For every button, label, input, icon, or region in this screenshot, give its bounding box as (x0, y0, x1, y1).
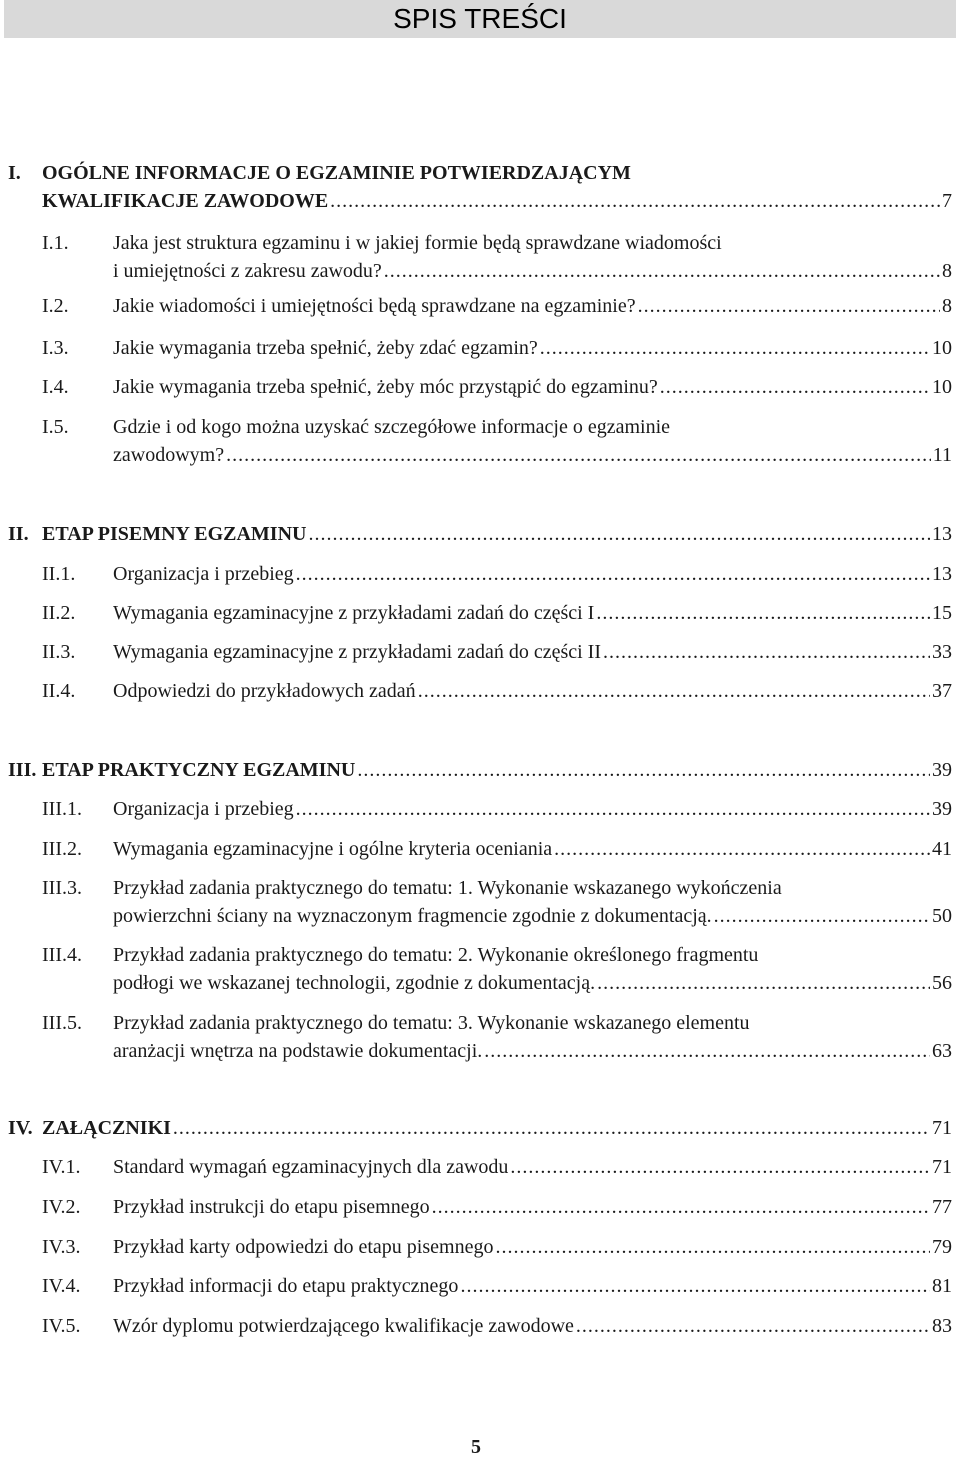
toc-page-number: 15 (932, 602, 952, 624)
toc-item-title: Przykład instrukcji do etapu pisemnego (113, 1196, 430, 1218)
toc-page-number: 10 (932, 376, 952, 398)
dot-leader (173, 1114, 930, 1142)
toc-section-title: ETAP PRAKTYCZNY EGZAMINU (42, 759, 356, 781)
toc-item-title: Organizacja i przebieg (113, 563, 294, 585)
toc-page-number: 71 (932, 1156, 952, 1178)
toc-page-number: 39 (932, 759, 952, 781)
dot-leader (638, 292, 940, 320)
toc-page-number: 50 (932, 905, 952, 927)
dot-leader (597, 969, 930, 997)
dot-leader (418, 677, 930, 705)
toc-item-number: II.1. (42, 563, 76, 585)
toc-page-number: 71 (932, 1117, 952, 1139)
toc-item-number: II.2. (42, 602, 76, 624)
toc-item-number: I.3. (42, 337, 69, 359)
toc-item-title: Odpowiedzi do przykładowych zadań (113, 680, 416, 702)
toc-item-number: IV.1. (42, 1156, 81, 1178)
toc-item-number: I.1. (42, 232, 69, 254)
toc-item-title: Przykład karty odpowiedzi do etapu pisemnego (113, 1236, 494, 1258)
dot-leader (357, 756, 930, 784)
dot-leader (510, 1153, 930, 1181)
toc-item-title: Gdzie i od kogo można uzyskać szczegółowe informacje o egzaminie (113, 416, 671, 438)
toc-item-title: podłogi we wskazanej technologii, zgodnie z dokumentacją. (113, 972, 596, 994)
toc-item-number: I.5. (42, 416, 69, 438)
toc-page-number: 8 (942, 295, 952, 317)
toc-item-number: III.4. (42, 944, 82, 966)
dot-leader (484, 1037, 930, 1065)
toc-item-title: Jaka jest struktura egzaminu i w jakiej formie będą sprawdzane wiadomości (113, 232, 722, 254)
toc-item-title: Przykład informacji do etapu praktycznego (113, 1275, 459, 1297)
toc-item-number: III.2. (42, 838, 82, 860)
dot-leader (308, 520, 930, 548)
dot-leader (296, 560, 930, 588)
dot-leader (495, 1233, 930, 1261)
dot-leader (330, 187, 940, 215)
toc-item-number: I.4. (42, 376, 69, 398)
dot-leader (540, 334, 930, 362)
toc-section-number: III. (8, 759, 37, 781)
toc-item-title: Jakie wymagania trzeba spełnić, żeby móc przystąpić do egzaminu? (113, 376, 658, 398)
dot-leader (296, 795, 930, 823)
toc-item-number: II.4. (42, 680, 76, 702)
toc-item-title: aranżacji wnętrza na podstawie dokumentacji. (113, 1040, 483, 1062)
toc-section-number: I. (8, 162, 21, 184)
toc-page-number: 13 (932, 563, 952, 585)
toc-item-title: Jakie wiadomości i umiejętności będą sprawdzane na egzaminie? (113, 295, 636, 317)
toc-page-number: 56 (932, 972, 952, 994)
dot-leader (226, 441, 931, 469)
page-title: SPIS TREŚCI (393, 3, 567, 34)
toc-section-title: KWALIFIKACJE ZAWODOWE (42, 190, 329, 212)
toc-section-number: IV. (8, 1117, 33, 1139)
dot-leader (554, 835, 930, 863)
toc-page-number: 39 (932, 798, 952, 820)
toc-item-title: Przykład zadania praktycznego do tematu: 1. Wykonanie wskazanego wykończenia (113, 877, 782, 899)
toc-item-title: Przykład zadania praktycznego do tematu: 3. Wykonanie wskazanego elementu (113, 1012, 750, 1034)
dot-leader (596, 599, 930, 627)
toc-item-title: Przykład zadania praktycznego do tematu: 2. Wykonanie określonego fragmentu (113, 944, 759, 966)
toc-item-title: i umiejętności z zakresu zawodu? (113, 260, 382, 282)
toc-page-number: 8 (942, 260, 952, 282)
toc-item-title: Wzór dyplomu potwierdzającego kwalifikacje zawodowe (113, 1315, 574, 1337)
dot-leader (576, 1312, 930, 1340)
toc-section-title: OGÓLNE INFORMACJE O EGZAMINIE POTWIERDZAJĄCYM (42, 162, 631, 184)
toc-item-number: IV.4. (42, 1275, 81, 1297)
toc-item-number: IV.5. (42, 1315, 81, 1337)
toc-page-number: 79 (932, 1236, 952, 1258)
toc-item-title: Organizacja i przebieg (113, 798, 294, 820)
title-bar (4, 0, 956, 38)
toc-item-number: II.3. (42, 641, 76, 663)
dot-leader (432, 1193, 930, 1221)
toc-page-number: 37 (932, 680, 952, 702)
toc-page-number: 63 (932, 1040, 952, 1062)
toc-page-number: 77 (932, 1196, 952, 1218)
toc-section-title: ZAŁĄCZNIKI (42, 1117, 171, 1139)
dot-leader (603, 638, 930, 666)
toc-item-title: Wymagania egzaminacyjne i ogólne kryteria oceniania (113, 838, 553, 860)
toc-page-number: 11 (932, 444, 952, 466)
toc-page-number: 83 (932, 1315, 952, 1337)
footer-page-number: 5 (471, 1436, 481, 1458)
toc-page-number: 41 (932, 838, 952, 860)
toc-item-title: Jakie wymagania trzeba spełnić, żeby zdać egzamin? (113, 337, 538, 359)
toc-item-number: IV.2. (42, 1196, 81, 1218)
dot-leader (384, 257, 940, 285)
toc-page-number: 10 (932, 337, 952, 359)
toc-item-title: zawodowym? (113, 444, 225, 466)
toc-item-title: powierzchni ściany na wyznaczonym fragmencie zgodnie z dokumentacją. (113, 905, 712, 927)
toc-section-number: II. (8, 523, 29, 545)
toc-item-title: Wymagania egzaminacyjne z przykładami zadań do części I (113, 602, 595, 624)
toc-item-title: Wymagania egzaminacyjne z przykładami zadań do części II (113, 641, 601, 663)
toc-section-title: ETAP PISEMNY EGZAMINU (42, 523, 307, 545)
toc-item-number: I.2. (42, 295, 69, 317)
toc-page-number: 81 (932, 1275, 952, 1297)
toc-item-number: III.5. (42, 1012, 82, 1034)
toc-page-number: 33 (932, 641, 952, 663)
dot-leader (460, 1272, 930, 1300)
dot-leader (714, 902, 930, 930)
toc-item-number: III.3. (42, 877, 82, 899)
toc-page-number: 13 (932, 523, 952, 545)
toc-item-number: III.1. (42, 798, 82, 820)
toc-item-number: IV.3. (42, 1236, 81, 1258)
dot-leader (660, 373, 930, 401)
toc-page-number: 7 (942, 190, 952, 212)
toc-item-title: Standard wymagań egzaminacyjnych dla zawodu (113, 1156, 509, 1178)
